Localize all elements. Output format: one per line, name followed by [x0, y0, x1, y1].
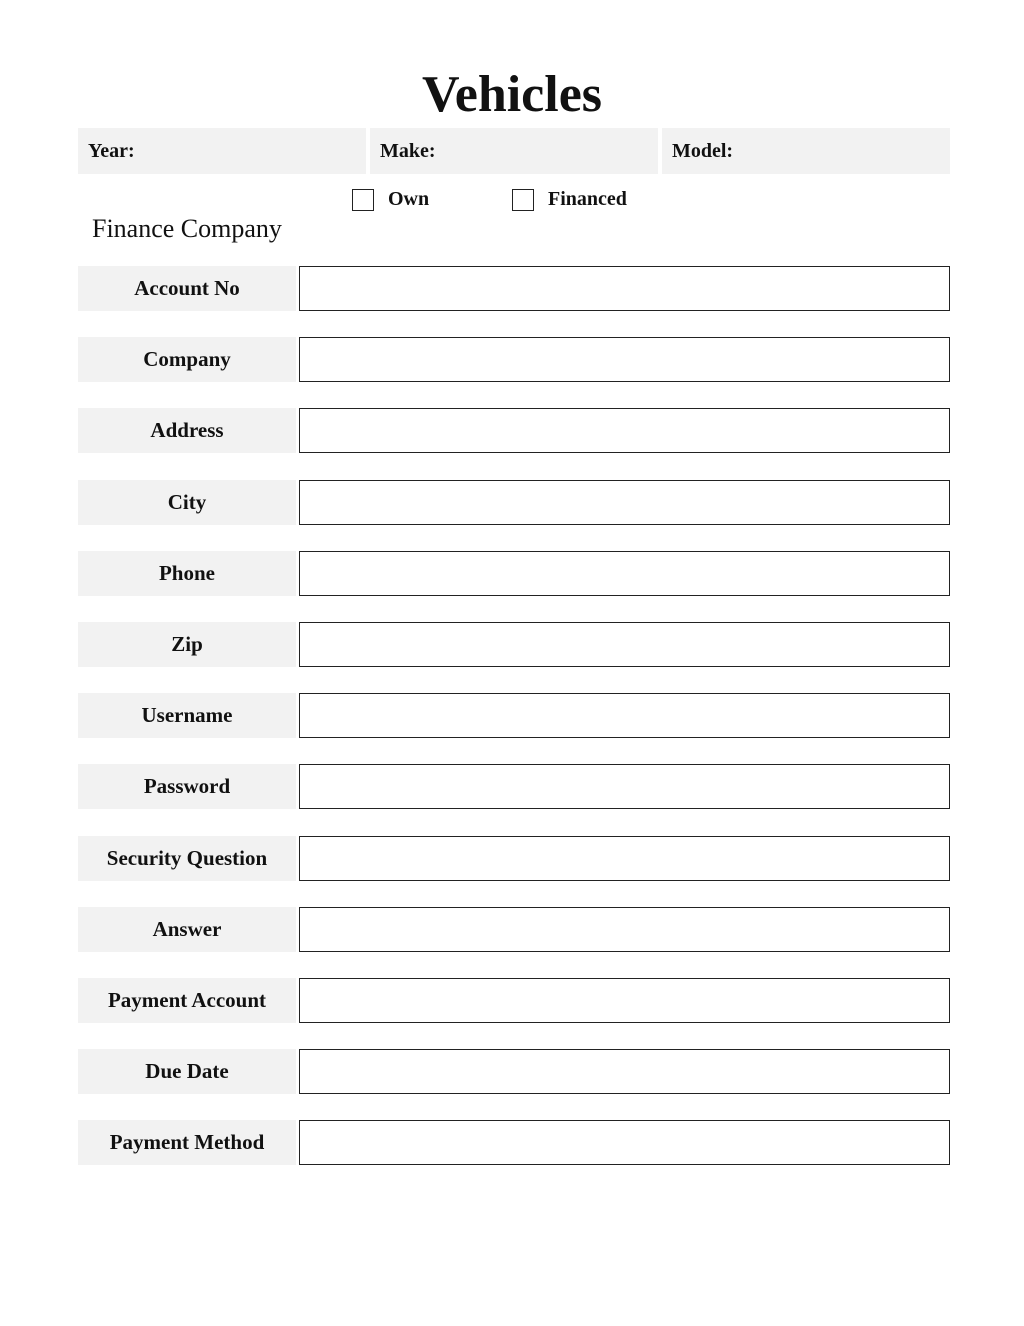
make-label: Make:	[380, 139, 436, 162]
zip-input[interactable]	[299, 622, 950, 667]
year-label: Year:	[88, 139, 135, 162]
address-input[interactable]	[299, 408, 950, 453]
field-label: Payment Account	[78, 978, 296, 1023]
field-row-zip	[78, 622, 950, 667]
make-field[interactable]	[370, 128, 658, 174]
financed-option[interactable]	[512, 188, 627, 211]
field-label: Address	[78, 408, 296, 453]
password-input[interactable]	[299, 764, 950, 809]
field-row-password	[78, 764, 950, 809]
year-field[interactable]	[78, 128, 366, 174]
company-input[interactable]	[299, 337, 950, 382]
answer-input[interactable]	[299, 907, 950, 952]
vehicle-info-row	[78, 128, 950, 174]
section-heading: Finance Company	[92, 214, 282, 243]
own-option[interactable]	[352, 188, 429, 211]
phone-input[interactable]	[299, 551, 950, 596]
field-label: Security Question	[78, 836, 296, 881]
field-label: Zip	[78, 622, 296, 667]
field-row-payment-method	[78, 1120, 950, 1165]
field-row-payment-account	[78, 978, 950, 1023]
own-checkbox[interactable]	[352, 189, 374, 211]
field-label: Company	[78, 337, 296, 382]
own-label: Own	[388, 188, 430, 210]
page-title: Vehicles	[421, 66, 603, 123]
model-field[interactable]	[662, 128, 950, 174]
field-label: Username	[78, 693, 296, 738]
field-label: City	[78, 480, 296, 525]
payment-method-input[interactable]	[299, 1120, 950, 1165]
field-label: Account No	[78, 266, 296, 311]
field-label: Password	[78, 764, 296, 809]
field-row-security-question	[78, 836, 950, 881]
field-row-due-date	[78, 1049, 950, 1094]
field-label: Phone	[78, 551, 296, 596]
model-label: Model:	[672, 139, 734, 162]
due-date-input[interactable]	[299, 1049, 950, 1094]
field-row-city	[78, 480, 950, 525]
field-row-account-no	[78, 266, 950, 311]
finance-fields	[78, 266, 950, 1191]
security-question-input[interactable]	[299, 836, 950, 881]
username-input[interactable]	[299, 693, 950, 738]
account-no-input[interactable]	[299, 266, 950, 311]
financed-label: Financed	[548, 188, 627, 210]
field-row-address	[78, 408, 950, 453]
payment-account-input[interactable]	[299, 978, 950, 1023]
field-row-company	[78, 337, 950, 382]
field-row-username	[78, 693, 950, 738]
field-label: Payment Method	[78, 1120, 296, 1165]
field-row-answer	[78, 907, 950, 952]
field-label: Answer	[78, 907, 296, 952]
field-label: Due Date	[78, 1049, 296, 1094]
financed-checkbox[interactable]	[512, 189, 534, 211]
city-input[interactable]	[299, 480, 950, 525]
field-row-phone	[78, 551, 950, 596]
